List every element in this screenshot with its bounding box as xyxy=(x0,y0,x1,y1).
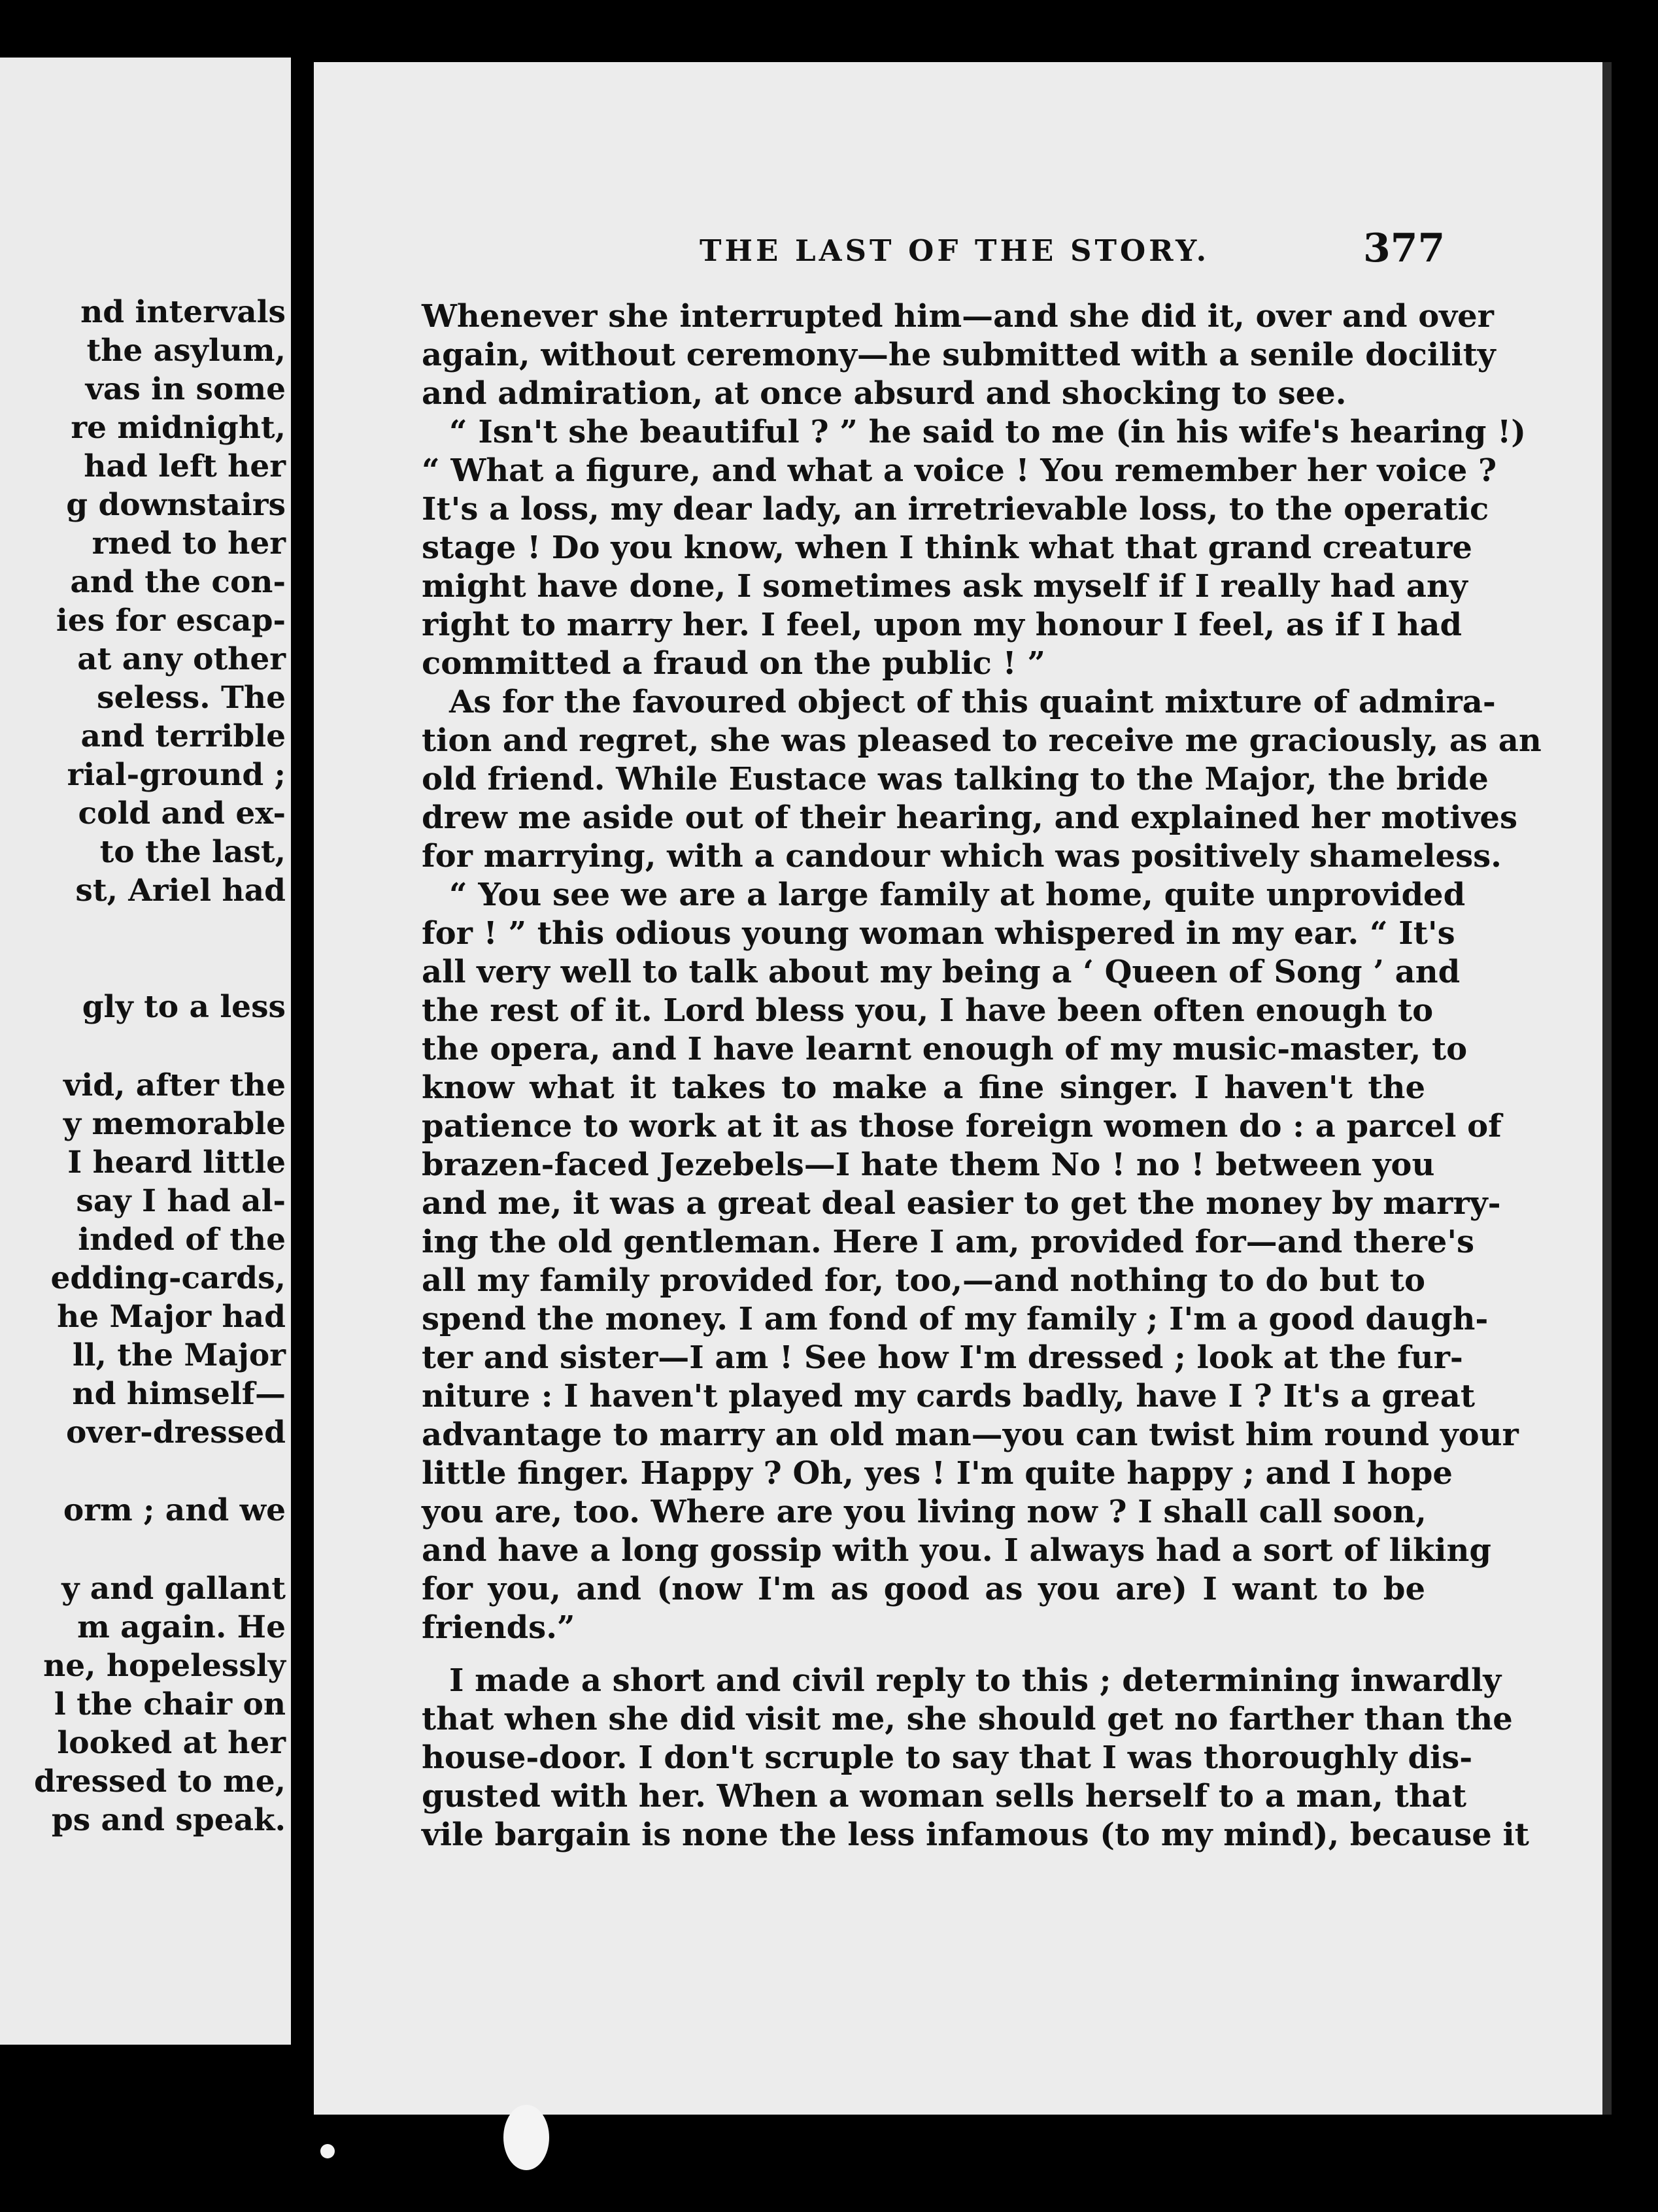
text-line: house-door. I don't scruple to say that I was thoroughly dis- xyxy=(422,1739,1473,1776)
left-text-line: nd intervals xyxy=(80,294,286,330)
left-text-line: y memorable xyxy=(63,1106,286,1142)
text-line: might have done, I sometimes ask myself if I really had any xyxy=(422,568,1468,605)
left-text-line: at any other xyxy=(77,641,286,677)
page-header xyxy=(314,226,1612,278)
text-line: friends.” xyxy=(422,1609,575,1646)
left-page xyxy=(0,58,291,2045)
left-text-line: gly to a less xyxy=(82,989,286,1025)
text-line: know what it takes to make a fine singer. I haven't the xyxy=(422,1069,1425,1106)
text-line: “ Isn't she beautiful ? ” he said to me (in his wife's hearing !) xyxy=(449,414,1526,450)
left-text-line: re midnight, xyxy=(71,410,286,446)
left-text-line: rned to her xyxy=(92,526,286,561)
text-line: “ What a figure, and what a voice ! You remember her voice ? xyxy=(422,452,1497,489)
text-line: the rest of it. Lord bless you, I have been often enough to xyxy=(422,992,1434,1029)
text-line: ing the old gentleman. Here I am, provided for—and there's xyxy=(422,1224,1475,1260)
left-text-line: rial-ground ; xyxy=(67,757,286,793)
left-text-line: m again. He xyxy=(77,1609,286,1645)
left-text-line: g downstairs xyxy=(66,487,286,523)
text-line: gusted with her. When a woman sells herself to a man, that xyxy=(422,1778,1467,1815)
text-line: niture : I haven't played my cards badly, have I ? It's a great xyxy=(422,1378,1475,1415)
text-line: As for the favoured object of this quaint mixture of admira- xyxy=(449,684,1496,720)
text-line: right to marry her. I feel, upon my honour I feel, as if I had xyxy=(422,607,1463,643)
left-text-line: orm ; and we xyxy=(63,1492,286,1528)
left-text-line: l the chair on xyxy=(54,1686,286,1722)
text-line: committed a fraud on the public ! ” xyxy=(422,645,1045,682)
text-line: patience to work at it as those foreign women do : a parcel of xyxy=(422,1108,1502,1145)
text-line: brazen-faced Jezebels—I hate them No ! no ! between you xyxy=(422,1147,1435,1183)
left-text-line: st, Ariel had xyxy=(75,873,286,909)
left-text-line: to the last, xyxy=(99,834,286,870)
scan-artifact xyxy=(320,2144,335,2158)
text-line: all very well to talk about my being a ‘ Queen of Song ’ and xyxy=(422,954,1461,990)
left-text-line: I heard little xyxy=(67,1145,286,1181)
text-line: that when she did visit me, she should get no farther than the xyxy=(422,1701,1513,1737)
right-page xyxy=(314,62,1612,2115)
left-text-line: ll, the Major xyxy=(72,1337,286,1373)
text-line: for marrying, with a candour which was positively shameless. xyxy=(422,838,1502,875)
left-text-line: and terrible xyxy=(80,718,286,754)
text-line: ter and sister—I am ! See how I'm dressed ; look at the fur- xyxy=(422,1339,1463,1376)
text-line: you are, too. Where are you living now ? I shall call soon, xyxy=(422,1494,1427,1530)
running-title: THE LAST OF THE STORY. xyxy=(700,233,1210,268)
text-line: advantage to marry an old man—you can twist him round your xyxy=(422,1416,1519,1453)
left-text-line: y and gallant xyxy=(61,1571,286,1607)
body-text xyxy=(422,297,1542,1854)
text-line: vile bargain is none the less infamous (to my mind), because it xyxy=(422,1817,1529,1853)
text-line: all my family provided for, too,—and nothing to do but to xyxy=(422,1262,1425,1299)
text-line: I made a short and civil reply to this ; determining inwardly xyxy=(449,1662,1502,1699)
text-line: for ! ” this odious young woman whispered in my ear. “ It's xyxy=(422,915,1455,952)
left-text-line: inded of the xyxy=(78,1222,286,1258)
left-text-line: he Major had xyxy=(57,1299,286,1335)
left-text-line: nd himself— xyxy=(72,1376,286,1412)
left-text-line: vas in some xyxy=(85,371,286,407)
left-text-line: cold and ex- xyxy=(78,796,286,831)
text-line: “ You see we are a large family at home, quite unprovided xyxy=(449,877,1466,913)
left-text-line: looked at her xyxy=(57,1725,286,1761)
text-line: old friend. While Eustace was talking to the Major, the bride xyxy=(422,761,1489,797)
text-line: for you, and (now I'm as good as you are) I want to be xyxy=(422,1571,1425,1607)
left-text-line: say I had al- xyxy=(76,1183,286,1219)
left-text-line: dressed to me, xyxy=(34,1764,286,1800)
left-text-line: over-dressed xyxy=(65,1415,286,1450)
text-line: and admiration, at once absurd and shocking to see. xyxy=(422,375,1347,412)
left-text-line: ies for escap- xyxy=(56,603,286,639)
text-line: stage ! Do you know, when I think what that grand creature xyxy=(422,529,1472,566)
left-text-line: and the con- xyxy=(70,564,286,600)
text-line: It's a loss, my dear lady, an irretrievable loss, to the operatic xyxy=(422,491,1489,528)
left-text-line: ne, hopelessly xyxy=(43,1648,286,1684)
left-text-line: seless. The xyxy=(97,680,286,716)
text-line: and me, it was a great deal easier to get the money by marry- xyxy=(422,1185,1501,1222)
left-text-line: the asylum, xyxy=(86,333,286,369)
text-line: and have a long gossip with you. I always had a sort of liking xyxy=(422,1532,1491,1569)
text-line: again, without ceremony—he submitted with a senile docility xyxy=(422,337,1496,373)
scan-artifact xyxy=(503,2105,549,2170)
left-text-line: vid, after the xyxy=(63,1067,286,1103)
text-line: spend the money. I am fond of my family ; I'm a good daugh- xyxy=(422,1301,1489,1337)
left-text-line: had left her xyxy=(84,448,286,484)
text-line: Whenever she interrupted him—and she did it, over and over xyxy=(422,298,1494,335)
page-number: 377 xyxy=(1363,226,1446,271)
text-line: tion and regret, she was pleased to receive me graciously, as an xyxy=(422,722,1542,759)
text-line: little finger. Happy ? Oh, yes ! I'm quite happy ; and I hope xyxy=(422,1455,1453,1492)
text-line: drew me aside out of their hearing, and explained her motives xyxy=(422,799,1517,836)
left-text-line: ps and speak. xyxy=(51,1802,286,1838)
text-line: the opera, and I have learnt enough of my music-master, to xyxy=(422,1031,1468,1067)
left-text-line: edding-cards, xyxy=(50,1260,286,1296)
